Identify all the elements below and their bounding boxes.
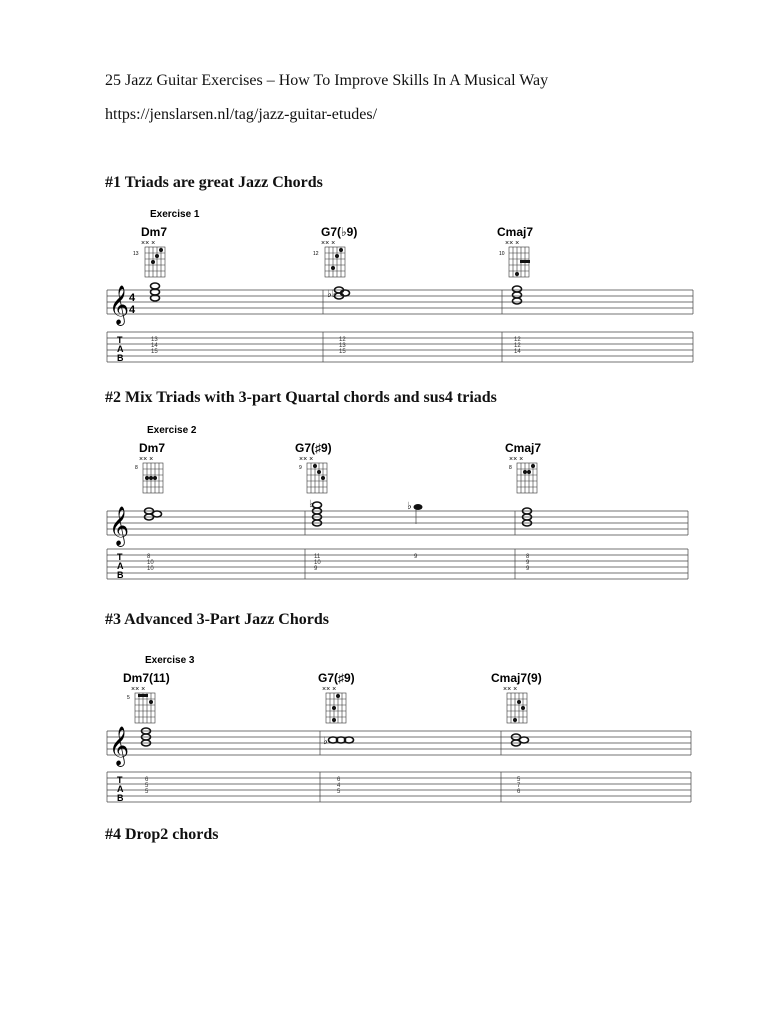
svg-text:14: 14 bbox=[151, 343, 158, 349]
flat-icon: ♭♭ bbox=[327, 289, 337, 300]
svg-text:5: 5 bbox=[145, 783, 149, 789]
svg-text:14: 14 bbox=[514, 349, 521, 355]
svg-text:9: 9 bbox=[526, 566, 530, 572]
svg-text:A: A bbox=[117, 784, 124, 794]
exercise-2-figure bbox=[105, 418, 695, 588]
treble-clef-icon: 𝄞 bbox=[109, 506, 130, 546]
section-heading-2: #2 Mix Triads with 3-part Quartal chords and sus4 triads bbox=[105, 389, 497, 406]
svg-text:12: 12 bbox=[514, 343, 521, 349]
chord-diagram-3 bbox=[505, 441, 541, 493]
svg-text:15: 15 bbox=[339, 349, 346, 355]
notation-staff bbox=[107, 508, 688, 535]
section-heading-1: #1 Triads are great Jazz Chords bbox=[105, 174, 323, 191]
svg-text:×× ×: ×× × bbox=[322, 686, 337, 693]
svg-text:15: 15 bbox=[151, 349, 158, 355]
svg-text:Dm7: Dm7 bbox=[139, 441, 166, 455]
document-title: 25 Jazz Guitar Exercises – How To Improve Skills In A Musical Way bbox=[105, 72, 549, 89]
svg-text:×× ×: ×× × bbox=[509, 456, 524, 463]
tab-staff bbox=[107, 772, 691, 802]
quarter-note bbox=[414, 504, 423, 510]
chord-diagram-1 bbox=[133, 225, 167, 277]
chord-diagram-2 bbox=[295, 441, 332, 493]
svg-text:5: 5 bbox=[337, 789, 341, 795]
chord-diagram-3 bbox=[497, 225, 533, 277]
svg-text:6: 6 bbox=[145, 777, 149, 783]
tab-numbers bbox=[145, 777, 521, 795]
svg-text:×× ×: ×× × bbox=[139, 456, 154, 463]
svg-text:12: 12 bbox=[339, 337, 346, 343]
chord-diagram-3 bbox=[491, 671, 542, 723]
tab-numbers bbox=[151, 337, 521, 355]
muted-strings: ×× × bbox=[505, 240, 520, 247]
treble-clef-icon: 𝄞 bbox=[109, 726, 130, 766]
svg-text:Dm7(11): Dm7(11) bbox=[123, 671, 170, 685]
chord-diagram-1 bbox=[135, 441, 165, 493]
svg-text:G7(♯9): G7(♯9) bbox=[318, 671, 355, 685]
svg-text:9: 9 bbox=[526, 560, 530, 566]
tab-numbers bbox=[147, 554, 530, 572]
svg-text:5: 5 bbox=[145, 789, 149, 795]
svg-text:8: 8 bbox=[526, 554, 530, 560]
svg-text:T: T bbox=[117, 775, 123, 785]
time-signature-bottom: 4 bbox=[129, 304, 136, 316]
time-signature-top: 4 bbox=[129, 292, 136, 304]
source-url[interactable]: https://jenslarsen.nl/tag/jazz-guitar-etudes/ bbox=[105, 106, 378, 123]
flat-icon: ♭ bbox=[407, 501, 412, 512]
svg-text:13: 13 bbox=[151, 337, 158, 343]
tab-clef bbox=[117, 552, 124, 580]
svg-text:8: 8 bbox=[509, 465, 512, 471]
svg-text:B: B bbox=[117, 353, 124, 363]
treble-clef-icon: 𝄞 bbox=[109, 285, 130, 325]
fret-number: 10 bbox=[499, 251, 505, 257]
fret-number: 13 bbox=[133, 251, 139, 257]
svg-text:13: 13 bbox=[339, 343, 346, 349]
svg-text:11: 11 bbox=[314, 554, 321, 560]
chord-diagram-2 bbox=[313, 225, 357, 277]
svg-text:7: 7 bbox=[517, 783, 521, 789]
ledger-note bbox=[313, 502, 322, 508]
tab-staff bbox=[107, 332, 693, 362]
svg-text:A: A bbox=[117, 561, 124, 571]
muted-strings: ×× × bbox=[141, 240, 156, 247]
svg-text:9: 9 bbox=[299, 465, 302, 471]
chord-name: Cmaj7 bbox=[497, 225, 534, 239]
svg-text:×× ×: ×× × bbox=[131, 686, 146, 693]
svg-text:4: 4 bbox=[337, 783, 341, 789]
svg-text:8: 8 bbox=[147, 554, 151, 560]
exercise-3-figure bbox=[105, 648, 695, 810]
exercise-1-figure bbox=[105, 200, 695, 370]
svg-text:9: 9 bbox=[414, 554, 418, 560]
tab-clef bbox=[117, 775, 124, 803]
svg-text:10: 10 bbox=[147, 560, 154, 566]
svg-text:B: B bbox=[117, 570, 124, 580]
exercise-label: Exercise 2 bbox=[147, 425, 197, 436]
fret-number: 12 bbox=[313, 251, 319, 257]
svg-text:×× ×: ×× × bbox=[503, 686, 518, 693]
section-heading-3: #3 Advanced 3-Part Jazz Chords bbox=[105, 611, 329, 628]
exercise-label: Exercise 1 bbox=[150, 209, 200, 220]
svg-text:8: 8 bbox=[135, 465, 138, 471]
chord-diagram-2 bbox=[318, 671, 355, 723]
svg-text:6: 6 bbox=[337, 777, 341, 783]
svg-text:10: 10 bbox=[314, 560, 321, 566]
svg-text:6: 6 bbox=[517, 789, 521, 795]
chord-name: Dm7 bbox=[141, 225, 168, 239]
svg-text:×× ×: ×× × bbox=[299, 456, 314, 463]
tab-staff bbox=[107, 549, 688, 579]
svg-text:B: B bbox=[117, 793, 124, 803]
svg-text:T: T bbox=[117, 335, 123, 345]
exercise-label: Exercise 3 bbox=[145, 655, 195, 666]
chord-diagram-1 bbox=[123, 671, 170, 723]
svg-text:Cmaj7(9): Cmaj7(9) bbox=[491, 671, 542, 685]
chord-name: G7(♭9) bbox=[321, 225, 358, 239]
flat-icon: ♭ bbox=[323, 736, 328, 747]
svg-text:G7(♯9): G7(♯9) bbox=[295, 441, 332, 455]
svg-text:5: 5 bbox=[517, 777, 521, 783]
svg-text:12: 12 bbox=[514, 337, 521, 343]
notation-staff bbox=[107, 290, 693, 314]
svg-text:9: 9 bbox=[314, 566, 318, 572]
svg-text:5: 5 bbox=[127, 695, 130, 701]
svg-text:T: T bbox=[117, 552, 123, 562]
svg-text:A: A bbox=[117, 344, 124, 354]
svg-text:10: 10 bbox=[147, 566, 154, 572]
flat-icon: ♭ bbox=[309, 499, 314, 510]
notation-staff bbox=[107, 731, 691, 755]
section-heading-4: #4 Drop2 chords bbox=[105, 826, 219, 843]
muted-strings: ×× × bbox=[321, 240, 336, 247]
tab-clef bbox=[117, 335, 124, 363]
svg-text:Cmaj7: Cmaj7 bbox=[505, 441, 542, 455]
